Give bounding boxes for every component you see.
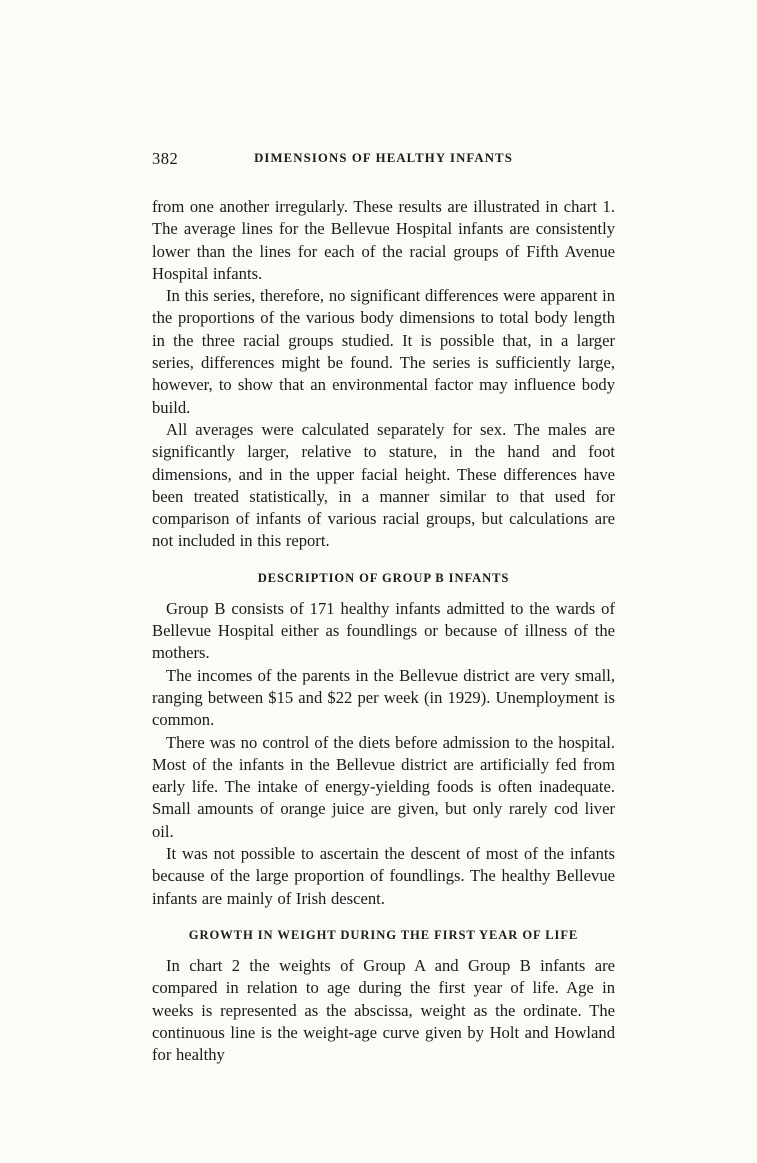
page-header [152,149,615,169]
paragraph: The incomes of the parents in the Bellevue district are very small, ranging between $15 and $22 per week (in 1929). Unemployment is common. [152,665,615,730]
paragraph: Group B consists of 171 healthy infants admitted to the wards of Bellevue Hospital either as foundlings or because of illness of the mothers. [152,598,615,663]
running-head: DIMENSIONS OF HEALTHY INFANTS [254,151,513,165]
paragraph: There was no control of the diets before admission to the hospital. Most of the infants in the Bellevue district are artificially fed from early life. The intake of energy-yielding foods is often inadequate. Small amounts of orange juice are given, but only rarely cod liver oil. [152,732,615,841]
paragraph-continuation: from one another irregularly. These results are illustrated in chart 1. The average lines for the Bellevue Hospital infants are consistently lower than the lines for each of the racial groups of Fifth Avenue Hospital infants. [152,197,615,283]
paragraph: All averages were calculated separately for sex. The males are significantly larger, relative to stature, in the hand and foot dimensions, and in the upper facial height. These differences have been treated statistically, in a manner similar to that used for comparison of infants of various racial groups, but calculations are not included in this report. [152,419,615,551]
paragraph: In this series, therefore, no significant differences were apparent in the proportions of the various body dimensions to total body length in the three racial groups studied. It is possible that, in a larger series, differences might be found. The series is sufficiently large, however, to show that an environmental factor may influence body build. [152,286,615,417]
paragraph: It was not possible to ascertain the descent of most of the infants because of the large proportion of foundlings. The healthy Bellevue infants are mainly of Irish descent. [152,844,615,908]
section-heading-growth: GROWTH IN WEIGHT DURING THE FIRST YEAR OF LIFE [188,927,579,942]
text-column [152,149,615,1066]
paragraph: In chart 2 the weights of Group A and Group B infants are compared in relation to age during the first year of life. Age in weeks is represented as the abscissa, weight as the ordinate. The continuous line is the weight-age curve given by Holt and Howland for healthy [152,955,615,1065]
section-heading-group-b: DESCRIPTION OF GROUP B INFANTS [257,570,510,585]
page-number: 382 [152,149,179,168]
